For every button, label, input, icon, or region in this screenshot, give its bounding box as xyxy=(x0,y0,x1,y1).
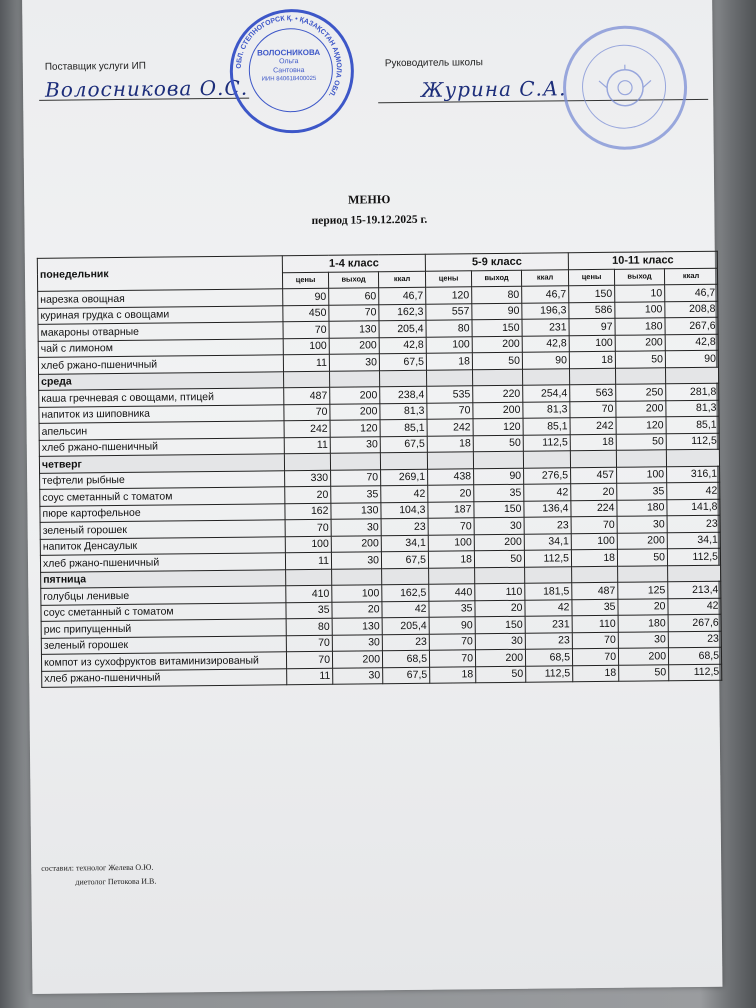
value-cell: 80 xyxy=(426,320,472,337)
value-cell: 30 xyxy=(332,634,382,651)
value-cell: 50 xyxy=(472,352,522,369)
value-cell: 50 xyxy=(617,549,667,566)
value-cell: 242 xyxy=(427,419,473,436)
value-cell: 68,5 xyxy=(382,650,429,667)
stamp-name: ВОЛОСНИКОВА xyxy=(257,47,321,58)
group-header-1-4: 1-4 класс xyxy=(282,254,425,272)
dish-name: соус сметанный с томатом xyxy=(41,602,286,621)
value-cell: 34,1 xyxy=(524,533,571,550)
value-cell: 112,5 xyxy=(526,665,573,682)
dish-name: каша гречневая с овощами, птицей xyxy=(39,388,284,407)
value-cell: 100 xyxy=(285,536,331,553)
school-stamp xyxy=(562,25,687,150)
value-cell: 200 xyxy=(473,402,523,419)
value-cell: 23 xyxy=(381,518,428,535)
empty-cell xyxy=(615,367,665,384)
value-cell: 162 xyxy=(285,503,331,520)
value-cell: 196,3 xyxy=(522,302,569,319)
value-cell: 200 xyxy=(330,403,380,420)
value-cell: 20 xyxy=(475,600,525,617)
value-cell: 70 xyxy=(429,633,475,650)
value-cell: 250 xyxy=(616,384,666,401)
value-cell: 18 xyxy=(430,666,476,683)
menu-table xyxy=(37,251,722,688)
value-cell: 150 xyxy=(474,501,524,518)
value-cell: 18 xyxy=(569,351,615,368)
value-cell: 67,5 xyxy=(379,353,426,370)
value-cell: 200 xyxy=(475,649,525,666)
dish-name: хлеб ржано-пшеничный xyxy=(42,668,287,687)
empty-cell xyxy=(382,568,429,585)
value-cell: 231 xyxy=(525,616,572,633)
supplier-label: Поставщик услуги ИП xyxy=(44,60,147,73)
stamp-given: Ольга xyxy=(279,58,299,66)
value-cell: 180 xyxy=(618,615,668,632)
value-cell: 200 xyxy=(332,651,382,668)
value-cell: 30 xyxy=(330,436,380,453)
subheader-price: цены xyxy=(425,270,471,287)
value-cell: 42 xyxy=(381,485,428,502)
value-cell: 267,6 xyxy=(668,614,721,631)
footer-dietologist: диетолог Петокова И.В. xyxy=(75,876,157,887)
value-cell: 70 xyxy=(572,632,618,649)
value-cell: 440 xyxy=(429,584,475,601)
value-cell: 180 xyxy=(617,499,667,516)
day-name: пятница xyxy=(41,569,286,588)
document-title: МЕНЮ xyxy=(348,192,391,207)
value-cell: 60 xyxy=(329,288,379,305)
value-cell: 23 xyxy=(668,631,721,648)
value-cell: 23 xyxy=(525,632,572,649)
document-period: период 15-19.12.2025 г. xyxy=(311,213,428,227)
value-cell: 81,3 xyxy=(666,400,719,417)
value-cell: 238,4 xyxy=(380,386,427,403)
value-cell: 46,7 xyxy=(522,286,569,303)
value-cell: 42 xyxy=(524,484,571,501)
value-cell: 30 xyxy=(618,631,668,648)
value-cell: 438 xyxy=(428,468,474,485)
value-cell: 11 xyxy=(287,668,333,685)
value-cell: 30 xyxy=(331,519,381,536)
value-cell: 11 xyxy=(284,437,330,454)
dish-name: куриная грудка с овощами xyxy=(38,305,283,324)
value-cell: 457 xyxy=(571,467,617,484)
value-cell: 50 xyxy=(615,351,665,368)
value-cell: 70 xyxy=(428,518,474,535)
value-cell: 242 xyxy=(284,420,330,437)
dish-name: макароны отварные xyxy=(38,322,283,341)
dish-name: хлеб ржано-пшеничный xyxy=(39,437,284,456)
empty-cell xyxy=(668,565,721,582)
value-cell: 110 xyxy=(475,583,525,600)
dish-name: чай с лимоном xyxy=(38,338,283,357)
empty-cell xyxy=(473,451,523,468)
empty-cell xyxy=(472,369,522,386)
value-cell: 100 xyxy=(615,301,665,318)
value-cell: 30 xyxy=(617,516,667,533)
value-cell: 30 xyxy=(331,552,381,569)
subheader-yield: выход xyxy=(471,270,521,287)
subheader-kcal: ккал xyxy=(664,268,717,285)
dish-name: напиток из шиповника xyxy=(39,404,284,423)
value-cell: 450 xyxy=(283,305,329,322)
value-cell: 42 xyxy=(668,598,721,615)
dish-name: компот из сухофруктов витаминизированый xyxy=(41,652,286,671)
value-cell: 42 xyxy=(382,601,429,618)
dish-name: пюре картофельное xyxy=(40,503,285,522)
value-cell: 80 xyxy=(472,286,522,303)
value-cell: 18 xyxy=(426,353,472,370)
value-cell: 42 xyxy=(525,599,572,616)
value-cell: 112,5 xyxy=(667,548,720,565)
value-cell: 281,8 xyxy=(666,383,719,400)
value-cell: 187 xyxy=(428,501,474,518)
value-cell: 180 xyxy=(615,318,665,335)
value-cell: 563 xyxy=(570,384,616,401)
value-cell: 535 xyxy=(427,386,473,403)
value-cell: 220 xyxy=(473,385,523,402)
first-column-header: понедельник xyxy=(37,256,282,292)
menu-sheet xyxy=(22,0,722,994)
dish-name: зеленый горошек xyxy=(40,520,285,539)
value-cell: 242 xyxy=(570,417,616,434)
value-cell: 150 xyxy=(569,285,615,302)
value-cell: 112,5 xyxy=(666,433,719,450)
value-cell: 120 xyxy=(616,417,666,434)
value-cell: 70 xyxy=(286,651,332,668)
empty-cell xyxy=(475,567,525,584)
value-cell: 20 xyxy=(571,483,617,500)
value-cell: 35 xyxy=(286,602,332,619)
dish-name: соус сметанный с томатом xyxy=(40,487,285,506)
dish-name: хлеб ржано-пшеничный xyxy=(38,355,283,374)
emblem-icon xyxy=(595,62,656,113)
value-cell: 18 xyxy=(570,434,616,451)
value-cell: 410 xyxy=(286,585,332,602)
empty-cell xyxy=(523,451,570,468)
value-cell: 130 xyxy=(331,502,381,519)
value-cell: 50 xyxy=(616,433,666,450)
value-cell: 200 xyxy=(616,400,666,417)
value-cell: 70 xyxy=(331,469,381,486)
value-cell: 97 xyxy=(569,318,615,335)
subheader-kcal: ккал xyxy=(521,269,568,286)
value-cell: 35 xyxy=(331,486,381,503)
value-cell: 267,6 xyxy=(665,317,718,334)
value-cell: 110 xyxy=(572,615,618,632)
value-cell: 213,4 xyxy=(668,581,721,598)
value-cell: 120 xyxy=(330,420,380,437)
value-cell: 120 xyxy=(473,418,523,435)
day-name: четверг xyxy=(39,454,284,473)
value-cell: 100 xyxy=(569,335,615,352)
value-cell: 150 xyxy=(475,616,525,633)
value-cell: 130 xyxy=(332,618,382,635)
dish-name: рис припущенный xyxy=(41,619,286,638)
value-cell: 70 xyxy=(285,519,331,536)
dish-name: апельсин xyxy=(39,421,284,440)
value-cell: 70 xyxy=(283,321,329,338)
dish-name: хлеб ржано-пшеничный xyxy=(40,553,285,572)
value-cell: 20 xyxy=(618,598,668,615)
value-cell: 200 xyxy=(615,334,665,351)
value-cell: 70 xyxy=(570,401,616,418)
group-header-10-11: 10-11 класс xyxy=(568,251,717,269)
empty-cell xyxy=(380,452,427,469)
value-cell: 18 xyxy=(428,551,474,568)
empty-cell xyxy=(665,367,718,384)
empty-cell xyxy=(570,450,616,467)
value-cell: 42 xyxy=(667,482,720,499)
empty-cell xyxy=(572,566,618,583)
value-cell: 100 xyxy=(283,338,329,355)
value-cell: 90 xyxy=(665,350,718,367)
value-cell: 67,5 xyxy=(383,667,430,684)
value-cell: 70 xyxy=(429,650,475,667)
value-cell: 18 xyxy=(571,549,617,566)
value-cell: 90 xyxy=(522,352,569,369)
value-cell: 100 xyxy=(332,585,382,602)
footer-compiler: составил: технолог Желева О.Ю. xyxy=(41,862,154,873)
value-cell: 34,1 xyxy=(381,535,428,552)
value-cell: 200 xyxy=(330,387,380,404)
value-cell: 125 xyxy=(618,582,668,599)
stamp-patronymic: Сантовна xyxy=(273,67,305,75)
day-name: среда xyxy=(39,371,284,390)
value-cell: 30 xyxy=(333,667,383,684)
value-cell: 200 xyxy=(331,535,381,552)
subheader-yield: выход xyxy=(614,268,664,285)
dish-name: голубцы ленивые xyxy=(41,586,286,605)
value-cell: 276,5 xyxy=(524,467,571,484)
value-cell: 70 xyxy=(329,304,379,321)
value-cell: 67,5 xyxy=(381,551,428,568)
value-cell: 81,3 xyxy=(523,401,570,418)
value-cell: 120 xyxy=(426,287,472,304)
value-cell: 141,8 xyxy=(667,499,720,516)
value-cell: 112,5 xyxy=(524,550,571,567)
value-cell: 200 xyxy=(474,534,524,551)
value-cell: 200 xyxy=(618,648,668,665)
value-cell: 81,3 xyxy=(380,403,427,420)
value-cell: 205,4 xyxy=(382,617,429,634)
value-cell: 85,1 xyxy=(523,418,570,435)
dish-name: нарезка овощная xyxy=(38,289,283,308)
value-cell: 42,8 xyxy=(379,337,426,354)
value-cell: 18 xyxy=(427,435,473,452)
value-cell: 50 xyxy=(473,435,523,452)
subheader-price: цены xyxy=(282,272,328,289)
value-cell: 23 xyxy=(667,515,720,532)
value-cell: 70 xyxy=(572,648,618,665)
value-cell: 205,4 xyxy=(379,320,426,337)
value-cell: 150 xyxy=(472,319,522,336)
value-cell: 80 xyxy=(286,618,332,635)
value-cell: 30 xyxy=(329,354,379,371)
value-cell: 90 xyxy=(472,303,522,320)
value-cell: 70 xyxy=(571,516,617,533)
value-cell: 35 xyxy=(572,599,618,616)
stamp-id: ИИН 840618400025 xyxy=(261,75,317,83)
value-cell: 30 xyxy=(474,517,524,534)
value-cell: 231 xyxy=(522,319,569,336)
value-cell: 136,4 xyxy=(524,500,571,517)
value-cell: 46,7 xyxy=(665,284,718,301)
value-cell: 181,5 xyxy=(525,583,572,600)
value-cell: 23 xyxy=(524,517,571,534)
value-cell: 67,5 xyxy=(380,436,427,453)
value-cell: 20 xyxy=(285,486,331,503)
empty-cell xyxy=(666,449,719,466)
value-cell: 10 xyxy=(615,285,665,302)
value-cell: 35 xyxy=(617,483,667,500)
empty-cell xyxy=(330,453,380,470)
empty-cell xyxy=(616,450,666,467)
value-cell: 269,1 xyxy=(381,469,428,486)
value-cell: 70 xyxy=(427,402,473,419)
value-cell: 100 xyxy=(571,533,617,550)
subheader-price: цены xyxy=(568,269,614,286)
value-cell: 254,4 xyxy=(523,385,570,402)
empty-cell xyxy=(569,368,615,385)
empty-cell xyxy=(380,370,427,387)
value-cell: 316,1 xyxy=(667,466,720,483)
value-cell: 42,8 xyxy=(665,334,718,351)
director-signature: Журина С.А. xyxy=(420,76,567,102)
value-cell: 70 xyxy=(286,635,332,652)
dish-name: тефтели рыбные xyxy=(40,470,285,489)
value-cell: 68,5 xyxy=(668,647,721,664)
value-cell: 112,5 xyxy=(523,434,570,451)
empty-cell xyxy=(284,371,330,388)
empty-cell xyxy=(525,566,572,583)
empty-cell xyxy=(426,369,472,386)
value-cell: 162,5 xyxy=(382,584,429,601)
empty-cell xyxy=(284,453,330,470)
value-cell: 100 xyxy=(428,534,474,551)
value-cell: 11 xyxy=(285,552,331,569)
svg-text:ОБЛ. СТЕПНОГОРСК Қ. • ҚАЗАҚСТА: ОБЛ. СТЕПНОГОРСК Қ. • ҚАЗАҚСТАН АҚМОЛА ОБЛ. xyxy=(235,15,342,98)
empty-cell xyxy=(286,569,332,586)
value-cell: 85,1 xyxy=(666,416,719,433)
value-cell: 100 xyxy=(617,466,667,483)
value-cell: 70 xyxy=(284,404,330,421)
value-cell: 104,3 xyxy=(381,502,428,519)
value-cell: 50 xyxy=(474,550,524,567)
value-cell: 35 xyxy=(474,484,524,501)
empty-cell xyxy=(330,370,380,387)
value-cell: 34,1 xyxy=(667,532,720,549)
value-cell: 200 xyxy=(472,336,522,353)
subheader-yield: выход xyxy=(328,271,378,288)
value-cell: 23 xyxy=(382,634,429,651)
value-cell: 90 xyxy=(429,617,475,634)
value-cell: 30 xyxy=(475,633,525,650)
empty-cell xyxy=(618,565,668,582)
empty-cell xyxy=(427,452,473,469)
value-cell: 46,7 xyxy=(379,287,426,304)
value-cell: 90 xyxy=(474,468,524,485)
value-cell: 557 xyxy=(426,303,472,320)
value-cell: 20 xyxy=(428,485,474,502)
value-cell: 224 xyxy=(571,500,617,517)
subheader-kcal: ккал xyxy=(378,271,425,288)
value-cell: 35 xyxy=(429,600,475,617)
director-label: Руководитель школы xyxy=(384,57,483,70)
value-cell: 20 xyxy=(332,601,382,618)
value-cell: 50 xyxy=(619,664,669,681)
value-cell: 11 xyxy=(283,354,329,371)
group-header-5-9: 5-9 класс xyxy=(425,253,568,271)
value-cell: 100 xyxy=(426,336,472,353)
value-cell: 200 xyxy=(617,532,667,549)
empty-cell xyxy=(522,368,569,385)
value-cell: 42,8 xyxy=(522,335,569,352)
value-cell: 90 xyxy=(283,288,329,305)
empty-cell xyxy=(429,567,475,584)
value-cell: 162,3 xyxy=(379,304,426,321)
value-cell: 50 xyxy=(476,666,526,683)
value-cell: 85,1 xyxy=(380,419,427,436)
value-cell: 487 xyxy=(572,582,618,599)
value-cell: 18 xyxy=(573,665,619,682)
value-cell: 208,8 xyxy=(665,301,718,318)
value-cell: 130 xyxy=(329,321,379,338)
dish-name: напиток Денсаулык xyxy=(40,536,285,555)
value-cell: 68,5 xyxy=(525,649,572,666)
value-cell: 487 xyxy=(284,387,330,404)
value-cell: 112,5 xyxy=(669,664,722,681)
dish-name: зеленый горошек xyxy=(41,635,286,654)
value-cell: 586 xyxy=(569,302,615,319)
menu-table-body xyxy=(38,284,722,687)
empty-cell xyxy=(332,568,382,585)
supplier-signature: Волосникова О.С. xyxy=(44,75,249,102)
value-cell: 330 xyxy=(285,470,331,487)
supplier-stamp xyxy=(229,9,354,134)
value-cell: 200 xyxy=(329,337,379,354)
